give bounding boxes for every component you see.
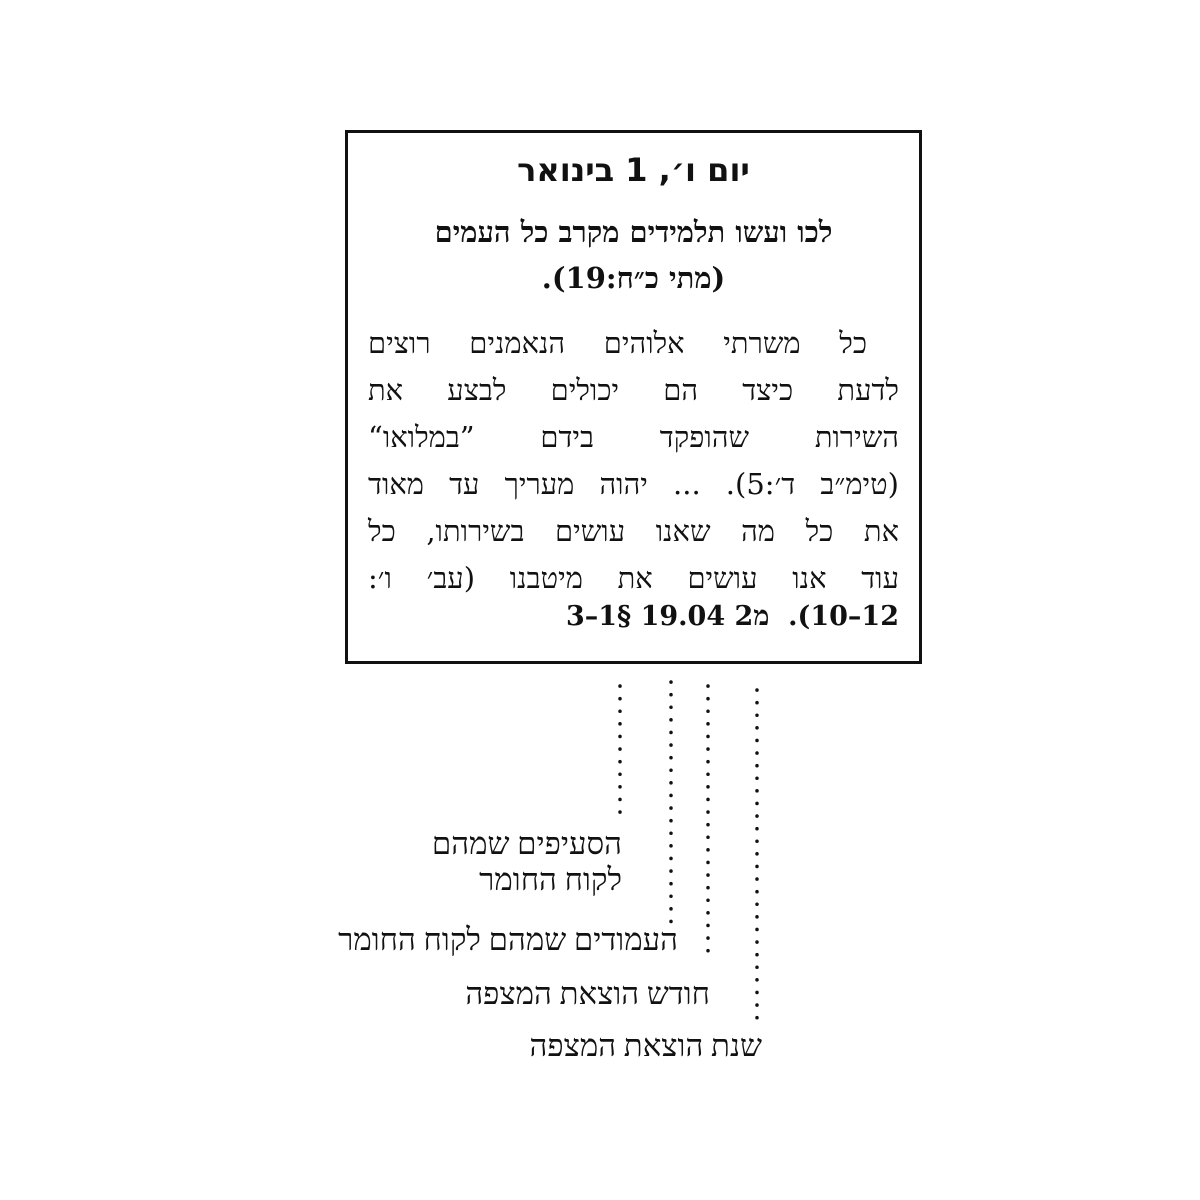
- reference-month: 04: [687, 601, 726, 632]
- reference-page: 2: [734, 601, 754, 632]
- label-month: חודש הוצאת המצפה: [465, 976, 710, 1011]
- reference-paragraphs: §1–3: [565, 601, 632, 632]
- body-line-2: לדעת כיצד הם יכולים לבצע את: [368, 373, 899, 407]
- theme-verse: [368, 209, 899, 301]
- label-paragraphs-line-1: הסעיפים שמהם: [431, 826, 622, 861]
- date-heading: יום ו׳, 1 בינואר: [517, 151, 750, 189]
- theme-verse-citation: (מתי כ״ח:19).: [541, 261, 726, 295]
- theme-verse-line-1: לכו ועשו תלמידים מקרב כל העמים: [434, 215, 833, 249]
- label-paragraphs-line-2: לקוח החומר: [479, 862, 622, 897]
- label-year: שנת הוצאת המצפה: [529, 1028, 762, 1063]
- daily-text-card: [345, 130, 922, 664]
- body-text: [368, 320, 899, 602]
- body-line-3: השירות שהופקד בידם ”במלואו“: [368, 420, 899, 454]
- body-line-6: עוד אנו עושים את מיטבנו (עב׳ ו׳:: [368, 561, 899, 595]
- body-line-1: כל משרתי אלוהים הנאמנים רוצים: [368, 326, 867, 360]
- label-paragraphs: [432, 826, 622, 898]
- source-reference: [566, 601, 899, 632]
- label-pages: העמודים שמהם לקוח החומר: [338, 922, 678, 957]
- body-line-4: (טימ״ב ד׳:5). ... יהוה מעריך עד מאוד: [368, 467, 899, 501]
- reference-source-year: מ19.: [640, 601, 770, 632]
- reference-prefix: 12–10).: [788, 601, 899, 632]
- body-line-5: את כל מה שאנו עושים בשירותו, כל: [368, 514, 899, 548]
